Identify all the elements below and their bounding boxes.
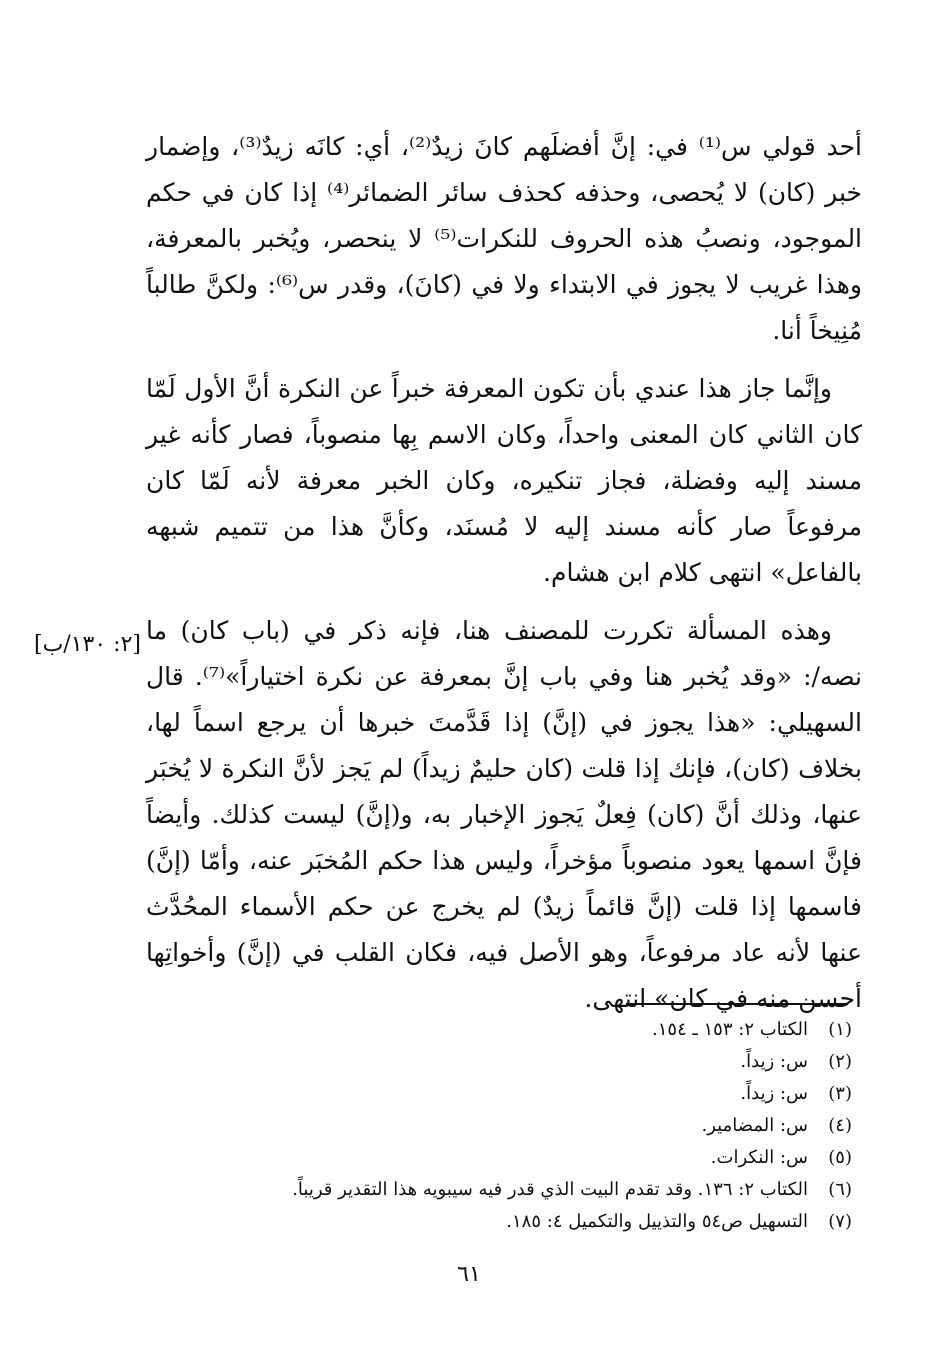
footnote-number: (١) [828,1019,852,1040]
footnote [232,1078,852,1110]
footnote [232,1206,852,1238]
footnote-number: (٣) [828,1083,852,1104]
footnote-number: (٦) [828,1179,852,1200]
footnote-divider [626,1003,848,1005]
footnotes [232,1014,852,1238]
footnote-number: (٢) [828,1051,852,1072]
page-number: ٦١ [457,1262,481,1287]
footnote-number: (٤) [828,1115,852,1136]
footnote [232,1110,852,1142]
main-text [146,124,862,1034]
footnote-text: س: زيداً. [740,1051,808,1072]
footnote-text: التسهيل ص٥٤ والتذييل والتكميل ٤: ١٨٥. [506,1211,808,1232]
footnote-text: الكتاب ٢: ١٥٣ ـ ١٥٤. [652,1019,808,1040]
footnote-number: (٧) [828,1211,852,1232]
footnote-text: س: المضامير. [701,1115,808,1136]
manuscript-folio-note: [٢: ١٣٠/ب] [34,632,141,657]
paragraph-2: وإنَّما جاز هذا عندي بأن تكون المعرفة خبراً عن النكرة أنَّ الأول لَمّا كان الثاني كان المعنى واحداً، وكان الاسم بِها منصوباً، فصار كأنه غير مسند إليه وفضلة، فجاز تنكيره، وكان الخبر معرفة لأنه لَمّا كان مرفوعاً صار كأنه مسند إليه لا مُسنَد، وكأنَّ هذا من تتميم شبهه بالفاعل» انتهى كلام ابن هشام. [146,374,862,587]
paragraph-3: وهذه المسألة تكررت للمصنف هنا، فإنه ذكر في (باب كان) ما نصه/: «وقد يُخبر هنا وفي باب إنَّ بمعرفة عن نكرة اختياراً»⁽⁷⁾. قال السهيلي: «هذا يجوز في (إنَّ) إذا قَدَّمتَ خبرها أن يرجع اسماً لها، بخلاف (كان)، فإنك إذا قلت (كان حليمٌ زيداً) لم يَجز لأنَّ النكرة لا يُخبَر عنها، وذلك أنَّ (كان) فِعلٌ يَجوز الإخبار به، و(إنَّ) ليست كذلك. وأيضاً فإنَّ اسمها يعود منصوباً مؤخراً، وليس هذا حكم المُخبَر عنه، وأمّا (إنَّ) فاسمها إذا قلت (إنَّ قائماً زيدٌ) لم يخرج عن حكم الأسماء المحُدَّث عنها لأنه عاد مرفوعاً، وهو الأصل فيه، فكان القلب في (إنَّ) وأخواتِها أحسن منه في كان» انتهى. [146,616,863,1013]
footnote [232,1142,852,1174]
footnote-text: س: زيداً. [740,1083,808,1104]
footnote [232,1046,852,1078]
footnote-text: الكتاب ٢: ١٣٦. وقد تقدم البيت الذي قدر فيه سيبويه هذا التقدير قريباً. [292,1179,808,1200]
paragraph-1: أحد قولي س⁽¹⁾ في: إنَّ أفضلَهم كانَ زيدٌ⁽²⁾، أي: كانَه زيدٌ⁽³⁾، وإضمار خبر (كان) لا يُحصى، وحذفه كحذف سائر الضمائر⁽⁴⁾ إذا كان في حكم الموجود، ونصبُ هذه الحروف للنكرات⁽⁵⁾ لا ينحصر، ويُخبر بالمعرفة، وهذا غريب لا يجوز في الابتداء ولا في (كانَ)، وقدر س⁽⁶⁾: ولكنَّ طالباً مُنِيخاً أنا. [146,132,863,345]
footnote [232,1174,852,1206]
footnote-text: س: النكرات. [710,1147,808,1168]
footnote-number: (٥) [828,1147,852,1168]
footnote [232,1014,852,1046]
